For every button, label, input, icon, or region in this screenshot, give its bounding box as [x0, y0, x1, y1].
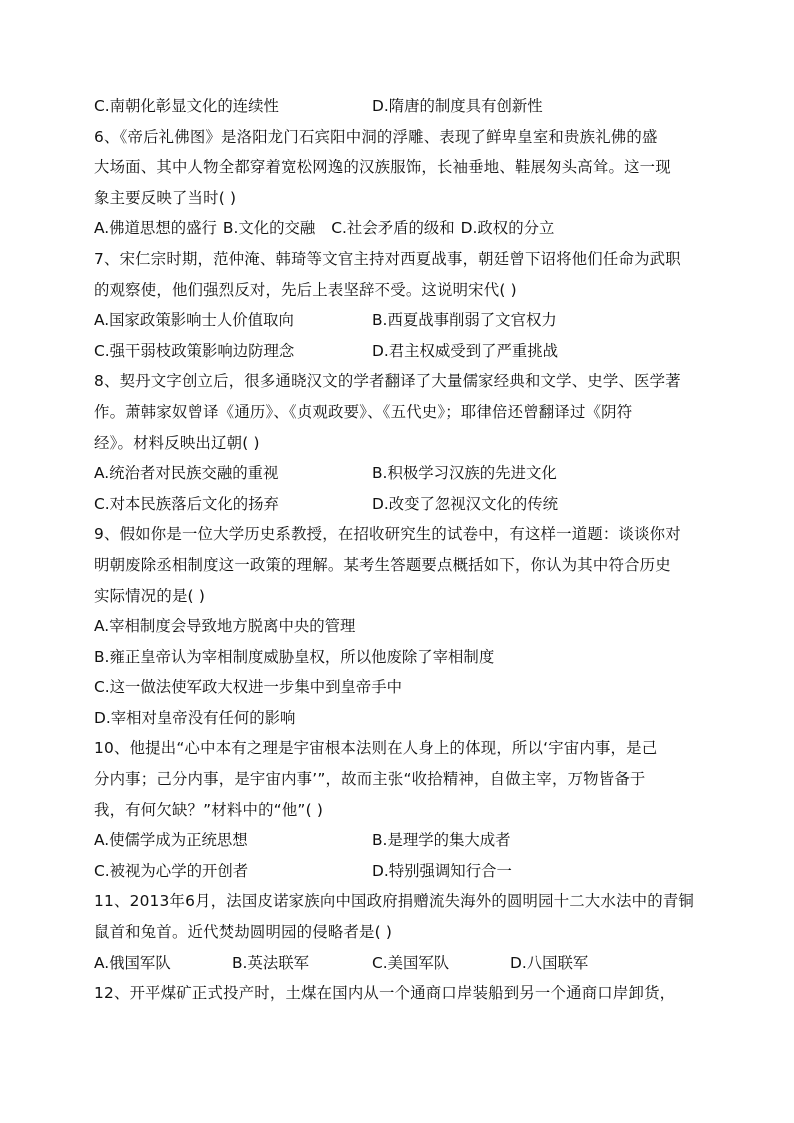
question-12 — [94, 978, 700, 1009]
question-10 — [94, 733, 700, 825]
question-8-options-row-1 — [94, 458, 700, 489]
question-line: 鼠首和兔首。近代焚劫圆明园的侵略者是( ) — [94, 923, 393, 942]
option-a[interactable]: A.统治者对民族交融的重视 — [94, 464, 279, 483]
option-d[interactable]: D.宰相对皇帝没有任何的影响 — [94, 708, 296, 727]
question-11-options-row — [94, 948, 700, 979]
option-c[interactable]: C.这一做法使军政大权进一步集中到皇帝手中 — [94, 678, 403, 697]
option-b[interactable]: B.文化的交融 — [222, 219, 316, 238]
question-9 — [94, 519, 700, 611]
question-line: 实际情况的是( ) — [94, 586, 206, 605]
option-c[interactable]: C.美国军队 — [372, 953, 450, 972]
question-10-options-row-2 — [94, 856, 700, 887]
option-d[interactable]: D.政权的分立 — [460, 219, 555, 238]
question-10-options-row-1 — [94, 825, 700, 856]
question-8 — [94, 366, 700, 458]
question-11 — [94, 886, 700, 947]
question-line: 12、开平煤矿正式投产时，土煤在国内从一个通商口岸装船到另一个通商口岸卸货， — [94, 984, 676, 1003]
option-c[interactable]: C.南朝化彰显文化的连续性 — [94, 97, 279, 115]
question-line: 6、《帝后礼佛图》是洛阳龙门石宾阳中洞的浮雕、表现了鲜卑皇室和贵族礼佛的盛 — [94, 127, 658, 146]
question-line: 10、他提出“心中本有之理是宇宙根本法则在人身上的体现，所以‘宇宙内事，是己 — [94, 739, 658, 758]
option-a[interactable]: A.宰相制度会导致地方脱离中央的管理 — [94, 617, 356, 636]
option-c[interactable]: C.社会矛盾的级和 — [331, 219, 455, 238]
question-line: 我，有何欠缺？”材料中的“他”( ) — [94, 800, 324, 819]
option-c[interactable]: C.对本民族落后文化的扬弃 — [94, 494, 279, 513]
option-a[interactable]: A.使儒学成为正统思想 — [94, 831, 248, 850]
option-c[interactable]: C.被视为心学的开创者 — [94, 861, 249, 880]
question-line: 作。萧韩家奴曾译《通历》、《贞观政要》、《五代史》；耶律倍还曾翻译过《阴符 — [94, 402, 633, 421]
question-8-options-row-2 — [94, 489, 700, 520]
option-b[interactable]: B.西夏战事削弱了文官权力 — [372, 311, 557, 330]
question-line: 大场面、其中人物全都穿着宽松网逸的汉族服饰，长袖垂地、鞋展匆头高耸。这一现 — [94, 158, 671, 177]
question-7-options-row-2 — [94, 336, 700, 367]
option-a[interactable]: A.佛道思想的盛行 — [94, 219, 217, 238]
question-line: 象主要反映了当时( ) — [94, 188, 237, 207]
question-line: 分内事；己分内事，是宇宙内事’”，故而主张“收拾精神，自做主宰，万物皆备于 — [94, 770, 646, 789]
option-b[interactable]: B.是理学的集大成者 — [372, 831, 511, 850]
option-d[interactable]: D.特别强调知行合一 — [372, 861, 512, 880]
option-d[interactable]: D.八国联军 — [510, 953, 589, 972]
option-c[interactable]: C.强干弱枝政策影响边防理念 — [94, 341, 295, 360]
question-line: 7、宋仁宗时期，范仲淹、韩琦等文官主持对西夏战事，朝廷曾下诏将他们任命为武职 — [94, 249, 681, 268]
option-b[interactable]: B.英法联军 — [232, 953, 310, 972]
question-6 — [94, 122, 700, 214]
option-d[interactable]: D.隋唐的制度具有创新性 — [372, 97, 543, 115]
exam-page — [94, 91, 700, 1009]
question-7-options-row-1 — [94, 305, 700, 336]
question-line: 11、2013年6月，法国皮诺家族向中国政府捐赠流失海外的圆明园十二大水法中的青铜 — [94, 892, 695, 911]
prev-options-row — [94, 91, 700, 122]
option-b[interactable]: B.雍正皇帝认为宰相制度威胁皇权，所以他废除了宰相制度 — [94, 647, 495, 666]
option-b[interactable]: B.积极学习汉族的先进文化 — [372, 464, 557, 483]
option-a[interactable]: A.俄国军队 — [94, 953, 171, 972]
option-d[interactable]: D.君主权威受到了严重挑战 — [372, 341, 559, 360]
option-a[interactable]: A.国家政策影响士人价值取向 — [94, 311, 294, 330]
question-line: 的观察使，他们强烈反对，先后上表坚辞不受。这说明宋代( ) — [94, 280, 517, 299]
option-d[interactable]: D.改变了忽视汉文化的传统 — [372, 494, 559, 513]
question-line: 9、假如你是一位大学历史系教授，在招收研究生的试卷中，有这样一道题：谈谈你对 — [94, 525, 681, 544]
question-line: 明朝废除丞相制度这一政策的理解。某考生答题要点概括如下，你认为其中符合历史 — [94, 555, 671, 574]
question-6-options — [94, 213, 700, 244]
question-line: 经》。材料反映出辽朝( ) — [94, 433, 260, 452]
question-7 — [94, 244, 700, 305]
question-line: 8、契丹文字创立后，很多通晓汉文的学者翻译了大量儒家经典和文学、史学、医学著 — [94, 372, 681, 391]
